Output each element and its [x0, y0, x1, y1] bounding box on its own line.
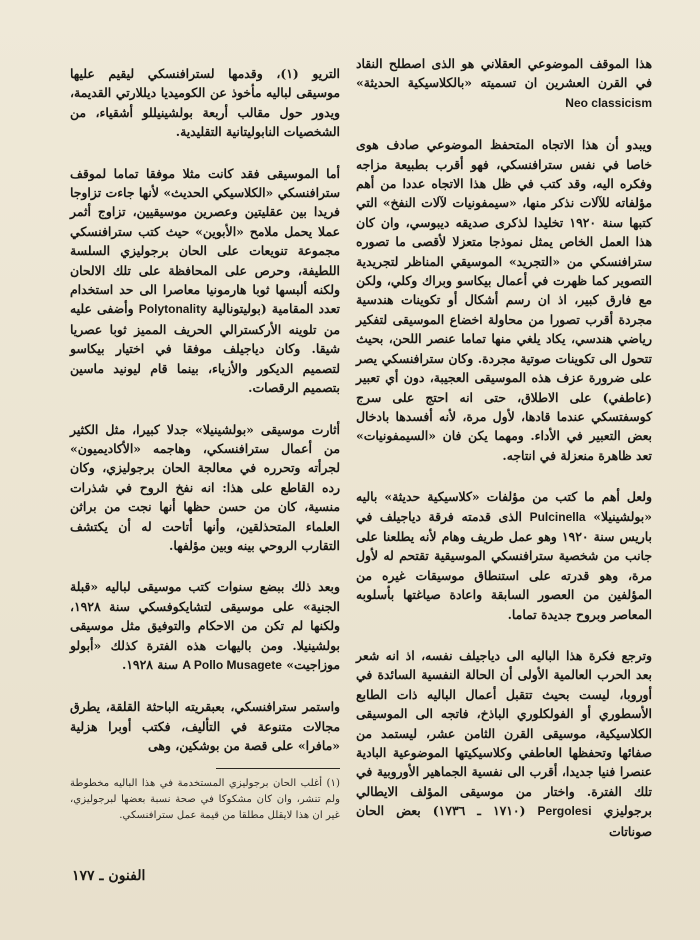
paragraph-text: ولعل أهم ما كتب من مؤلفات «كلاسيكية حديثة» باليه «بولشينيلا»: [356, 489, 652, 524]
paragraph: [356, 54, 652, 113]
paragraph: [70, 420, 340, 556]
paragraph-text: (١٧١٠ ـ ١٧٣٦) بعض الحان صوناتات: [356, 803, 652, 839]
paragraph: [356, 646, 652, 841]
page-folio: الفنون ـ ١٧٧: [72, 868, 146, 884]
paragraph-text: وبعد ذلك ببضع سنوات كتب موسيقى لباليه «قبلة الجنية» على موسيقى لتشايكوفسكي سنة ١٩٢٨، ولكنها لم تكن من الاحكام والتوفيق مثل موسيقى بولشينيلا. ومن باليهات هذه الفترة كذلك «أبولو موزاجيت»: [70, 579, 340, 672]
latin-term: A Pollo Musagete: [182, 657, 282, 672]
left-text-column: [70, 64, 340, 770]
latin-term: Pergolesi: [537, 804, 592, 819]
paragraph: [70, 577, 340, 675]
paragraph-text: أما الموسيقى فقد كانت مثلا موفقا تماما لموقف سترافنسكي «الكلاسيكي الحديث» لأنها جاءت تزاوجا فريدا بين عقليتين وعصرين موسيقيين، تزاوج أثمر عملا يحمل ملامح «الأبوين» حيث كتب سترافنسكي مجموعة تنويعات على الحان برجوليزي السلسة اللطيفة، وحرص على المحافظة على تلك الالحان ولكنه ألبسها ثوبا هارمونيا معاصرا الى حد استخدام تعدد المقامية (بوليتونالية: [70, 165, 340, 317]
paragraph: [70, 64, 340, 142]
latin-term: Neo classicism: [565, 95, 652, 110]
footnote: (١) أغلب الحان برجوليزي المستخدمة في هذا الباليه مخطوطة ولم تنشر، وان كان مشكوكا في صحة نسبة بعضها لبرجوليزي، غير ان هذا لايقلل مطلقا من قيمة عمل سترافنسكي.: [70, 778, 340, 821]
latin-term: Pulcinella: [529, 509, 586, 524]
paragraph-text: سنة ١٩٢٨.: [121, 656, 178, 672]
paragraph: [356, 487, 652, 624]
paragraph-text: التريو (١)، وقدمها لسترافنسكي ليقيم عليها موسيقى لباليه مأخوذ عن الكوميديا ديللارتي القديمة، ويدور حول مقالب أربعة بولشينيللو أشقياء، من الشخصيات النابوليتانية التقليدية.: [70, 66, 340, 140]
paragraph-text: هذا الموقف الموضوعي العقلاني هو الذى اصطلح النقاد في القرن العشرين ان تسميته «بالكلاسيكية الحديثة»: [356, 56, 652, 91]
paragraph-text: أثارت موسيقى «بولشينيلا» جدلا كبيرا، مثل الكثير من أعمال سترافنسكي، وهاجمه «الأكاديميون» لجرأته وتحرره في معالجة الحان برجوليزي، وكان رده القاطع على هذا: انه نفخ الروح في شذرات منسية، كان من حسن حظها أنها نجت من براثن العلماء المتحذلقين، وأنها أتاحت له أن يكتشف التقارب الروحي بينه وبين مؤلفها.: [70, 421, 340, 553]
paragraph-text: واستمر سترافنسكي، بعبقريته الباحثة القلقة، يطرق مجالات متنوعة في التأليف، فكتب أوبرا هزلية «مافرا» على قصة من بوشكين، وهى: [70, 699, 340, 754]
paragraph-text: وترجع فكرة هذا الباليه الى دياجيلف نفسه، اذ انه شعر بعد الحرب العالمية الأولى أن الحالة النفسية السائدة في أوروبا، ليست بحيث تتقبل أعمال الباليه ذات الطابع الأسطوري أو الفولكلوري الباذخ، فاتجه الى الموسيقى الكلاسيكية، موسيقى القرن الثامن عشر، ليستمد من صفائها وتحفظها العاطفي وكلاسيكيتها الموضوعية البادية عنصرا فنيا جديدا، أقرب الى نفسية الجماهير الأوروبية في تلك الفترة. واختار من موسيقى المؤلف الايطالي برجوليزي: [356, 647, 652, 819]
paragraph-text: وأضفى عليه من تلوينه الأركسترالي الحريف المميز ثوبا عصريا شيقا. وكان دياجيلف موفقا في اختيار بيكاسو لتصميم الديكور والأزياء، بينما قام ليونيد ماسين بتصميم الرقصات.: [70, 301, 340, 396]
paragraph-text: ويبدو أن هذا الاتجاه المتحفظ الموضوعي صادف هوى خاصا في نفس سترافنسكي، فهو أقرب بطبيعة مزاجه وفكره اليه، وقد كتب في ظل هذا الاتجاه عددا من أهم مؤلفاته للآلات نذكر منها، «سيمفونيات لآلات النفخ» التي كتبها سنة ١٩٢٠ تخليدا لذكرى صديقه ديبوسي، وان كان هذا العمل الخاص يمثل نموذجا متعزلا لأقصى ما تصوره سترافنسكي من «التجريد» الموسيقي المناظر لتجريدية التصوير كما ظهرت في أعمال بيكاسو وبراك وكلي، ولكن مع فارق كبير، اذ ان رسم أشكال أو تكوينات هندسية مجردة أقرب تصورا من محاولة اخضاع الموسيقى لتفكير رياضي هندسي، يكاد يلغي منها تماما عنصر اللحن، بحيث تتحول الى تكوينات صوتية مجردة. وكان سترافنسكي يصر على ضرورة عزف هذه الموسيقى العجيبة، دون أي تعبير (عاطفي) على الاطلاق، حتى انه احتج على سرج كوسفتسكي عندما قادها، لأول مرة، لأنه أفسدها بادخال بعض التعبير في الأداء. ومهما يكن فان «السيمفونيات» تعد ظاهرة منعزلة في انتاجه.: [356, 137, 652, 463]
paragraph: [70, 164, 340, 398]
paragraph: [356, 135, 652, 465]
latin-term: Polytonality: [138, 302, 207, 317]
paragraph: [70, 697, 340, 755]
paragraph-text: الذى قدمته فرقة دياجيلف في باريس سنة ١٩٢٠ وهو عمل طريف وهام لأنه يطلعنا على جانب من شخصية سترافنسكي الموسيقية تقتحم له لأول مرة، وهو قدرته على استنطاق موسيقات غيره من المؤلفين من العصور السابقة واعادة صياغتها بأسلوبه المعاصر وبروح جديدة تماما.: [356, 508, 652, 622]
footnote-divider: [216, 768, 340, 769]
right-text-column: [356, 54, 652, 855]
